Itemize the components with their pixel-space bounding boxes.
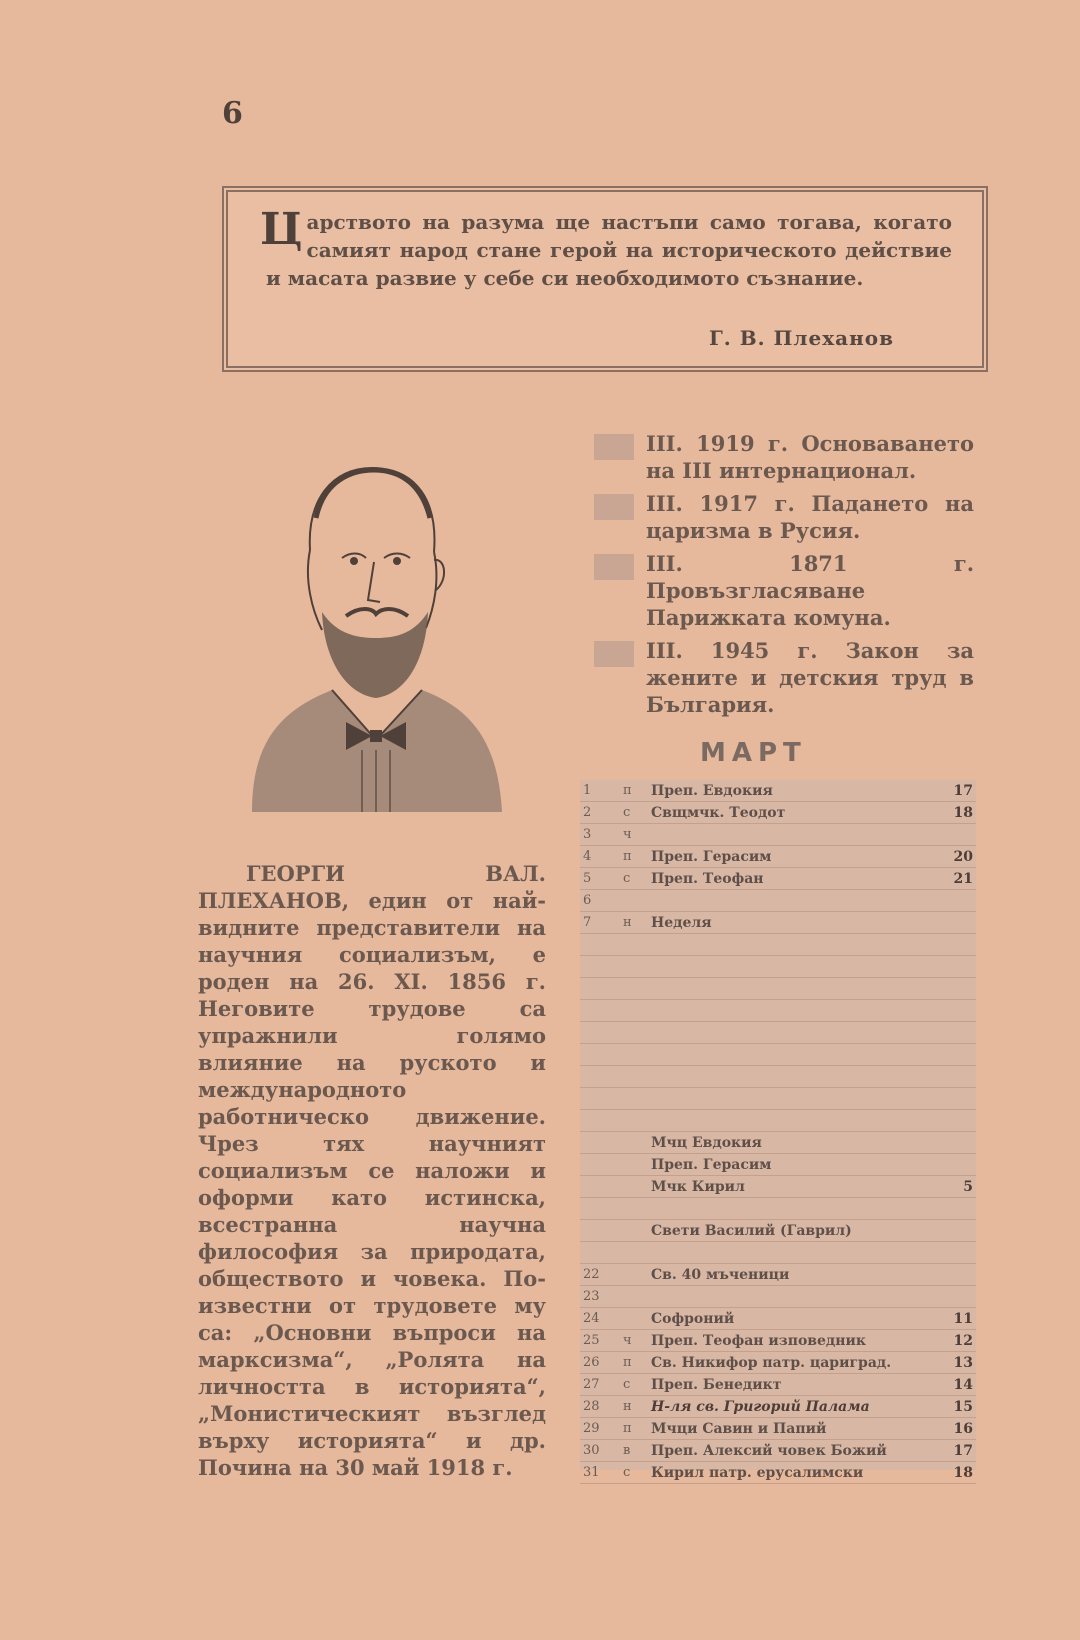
calendar-cell-day: 26 xyxy=(580,1352,620,1374)
calendar-cell-num xyxy=(944,1132,976,1154)
calendar-cell-day xyxy=(580,1066,620,1088)
calendar-cell-wd xyxy=(620,1044,648,1066)
calendar-cell-wd xyxy=(620,890,648,912)
calendar-cell-day xyxy=(580,1154,620,1176)
calendar-cell-day: 27 xyxy=(580,1374,620,1396)
calendar-cell-num: 11 xyxy=(944,1308,976,1330)
calendar-cell-name xyxy=(648,934,944,956)
calendar-cell-name: Н-ля св. Григорий Палама xyxy=(648,1396,944,1418)
calendar-cell-wd xyxy=(620,956,648,978)
calendar-cell-wd: ч xyxy=(620,824,648,846)
calendar-cell-wd xyxy=(620,1000,648,1022)
calendar-cell-name: Преп. Теофан xyxy=(648,868,944,890)
portrait-plekhanov xyxy=(212,440,512,812)
calendar-row xyxy=(580,1088,976,1110)
calendar-cell-wd xyxy=(620,1088,648,1110)
quote-author: Г. В. Плеханов xyxy=(708,326,894,350)
calendar-cell-day: 22 xyxy=(580,1264,620,1286)
calendar-cell-wd xyxy=(620,1242,648,1264)
calendar-cell-name xyxy=(648,1000,944,1022)
calendar-cell-name xyxy=(648,1044,944,1066)
calendar-cell-day: 31 xyxy=(580,1462,620,1484)
calendar-cell-wd xyxy=(620,1264,648,1286)
calendar-cell-wd xyxy=(620,1176,648,1198)
calendar-row xyxy=(580,1242,976,1264)
calendar-cell-wd: п xyxy=(620,1352,648,1374)
calendar-cell-wd: п xyxy=(620,846,648,868)
calendar-cell-wd: н xyxy=(620,912,648,934)
calendar-cell-day xyxy=(580,978,620,1000)
calendar-cell-num: 17 xyxy=(944,1440,976,1462)
calendar-row xyxy=(580,1352,976,1374)
calendar-cell-name: Мчк Кирил xyxy=(648,1176,944,1198)
calendar-cell-name: Неделя xyxy=(648,912,944,934)
calendar-cell-num xyxy=(944,1264,976,1286)
calendar-cell-num: 16 xyxy=(944,1418,976,1440)
calendar-cell-num xyxy=(944,912,976,934)
calendar-cell-num xyxy=(944,956,976,978)
calendar-cell-name xyxy=(648,978,944,1000)
calendar-row xyxy=(580,1000,976,1022)
calendar-row xyxy=(580,1462,976,1484)
calendar-row xyxy=(580,912,976,934)
calendar-cell-day xyxy=(580,1000,620,1022)
calendar-cell-day: 5 xyxy=(580,868,620,890)
calendar-row xyxy=(580,1198,976,1220)
calendar-cell-num: 5 xyxy=(944,1176,976,1198)
calendar-cell-num xyxy=(944,934,976,956)
event-text: III. 1919 г. Основаването на III интернационал. xyxy=(646,431,974,483)
calendar-cell-num: 12 xyxy=(944,1330,976,1352)
calendar-month-title: МАРТ xyxy=(700,738,807,768)
event-item xyxy=(594,490,974,544)
calendar-cell-name xyxy=(648,1198,944,1220)
quote-body: арството на разума ще настъпи само тогава, когато самият народ стане герой на историческото действие и масата развие у себе си необходимото съзнание. xyxy=(266,210,952,290)
page-number: 6 xyxy=(222,96,243,131)
calendar-cell-name xyxy=(648,1088,944,1110)
calendar-cell-num xyxy=(944,1088,976,1110)
calendar-cell-wd xyxy=(620,1110,648,1132)
calendar-cell-wd: с xyxy=(620,1374,648,1396)
calendar-cell-num xyxy=(944,978,976,1000)
calendar-cell-num: 18 xyxy=(944,1462,976,1484)
calendar-row xyxy=(580,846,976,868)
calendar-cell-num xyxy=(944,1198,976,1220)
quote-dropcap: Ц xyxy=(260,204,303,255)
calendar-row xyxy=(580,1176,976,1198)
calendar-cell-day: 29 xyxy=(580,1418,620,1440)
calendar-cell-name: Свети Василий (Гаврил) xyxy=(648,1220,944,1242)
event-item xyxy=(594,430,974,484)
calendar-row xyxy=(580,802,976,824)
calendar-cell-name: Мчц Евдокия xyxy=(648,1132,944,1154)
calendar-cell-wd xyxy=(620,1286,648,1308)
calendar-cell-day: 24 xyxy=(580,1308,620,1330)
calendar-cell-name: Св. 40 мъченици xyxy=(648,1264,944,1286)
calendar-cell-name: Преп. Теофан изповедник xyxy=(648,1330,944,1352)
calendar-row xyxy=(580,890,976,912)
calendar-row xyxy=(580,1220,976,1242)
calendar-row xyxy=(580,934,976,956)
calendar-cell-name xyxy=(648,890,944,912)
calendar-row xyxy=(580,1264,976,1286)
calendar-cell-wd xyxy=(620,1022,648,1044)
calendar-cell-day xyxy=(580,956,620,978)
calendar-cell-num xyxy=(944,1220,976,1242)
calendar-row xyxy=(580,1044,976,1066)
calendar-row xyxy=(580,1418,976,1440)
calendar-cell-wd xyxy=(620,1220,648,1242)
calendar-cell-wd xyxy=(620,978,648,1000)
calendar-cell-day xyxy=(580,1198,620,1220)
calendar-cell-name: Преп. Герасим xyxy=(648,846,944,868)
calendar-cell-wd: с xyxy=(620,802,648,824)
calendar-cell-day xyxy=(580,1176,620,1198)
calendar-row xyxy=(580,1374,976,1396)
event-date-mark xyxy=(594,494,634,520)
calendar-cell-wd xyxy=(620,1132,648,1154)
calendar-cell-day: 25 xyxy=(580,1330,620,1352)
calendar-cell-name: Свщмчк. Теодот xyxy=(648,802,944,824)
calendar-cell-name xyxy=(648,1066,944,1088)
calendar-cell-name: Кирил патр. ерусалимски xyxy=(648,1462,944,1484)
calendar-cell-num xyxy=(944,1000,976,1022)
calendar-cell-wd: п xyxy=(620,780,648,802)
calendar-cell-num: 21 xyxy=(944,868,976,890)
calendar-cell-day xyxy=(580,1088,620,1110)
calendar-cell-num xyxy=(944,1044,976,1066)
calendar-cell-num: 20 xyxy=(944,846,976,868)
calendar-cell-day xyxy=(580,1220,620,1242)
calendar-row xyxy=(580,978,976,1000)
calendar-cell-name xyxy=(648,1022,944,1044)
calendar-cell-num: 18 xyxy=(944,802,976,824)
calendar-cell-name xyxy=(648,1242,944,1264)
calendar-cell-day xyxy=(580,1242,620,1264)
calendar-cell-num: 14 xyxy=(944,1374,976,1396)
calendar-cell-num xyxy=(944,1066,976,1088)
event-text: III. 1871 г. Провъзгласяване Парижката комуна. xyxy=(646,551,974,630)
calendar-cell-name: Преп. Бенедикт xyxy=(648,1374,944,1396)
calendar-cell-day: 30 xyxy=(580,1440,620,1462)
calendar-row xyxy=(580,868,976,890)
calendar-cell-day: 28 xyxy=(580,1396,620,1418)
biography-text: ГЕОРГИ ВАЛ. ПЛЕХАНОВ, един от най-видните представители на научния социализъм, е роден на 26. XI. 1856 г. Неговите трудове са упражнили голямо влияние на руското и международното работническо движение. Чрез тях научният социализъм се наложи и оформи като истинска, всестранна научна философия за природата, обществото и човека. По-известни от трудовете му са: „Основни въпроси на марксизма“, „Ролята на личността в историята“, „Монистическият възглед върху историята“ и др. Почина на 30 май 1918 г. xyxy=(198,861,546,1480)
calendar-row xyxy=(580,824,976,846)
event-date-mark xyxy=(594,554,634,580)
calendar-cell-name xyxy=(648,1286,944,1308)
calendar-cell-wd xyxy=(620,934,648,956)
calendar-cell-wd: н xyxy=(620,1396,648,1418)
calendar-cell-wd: с xyxy=(620,868,648,890)
calendar-cell-num xyxy=(944,1242,976,1264)
event-item xyxy=(594,637,974,718)
calendar-cell-wd xyxy=(620,1198,648,1220)
calendar-cell-day: 1 xyxy=(580,780,620,802)
calendar-cell-num xyxy=(944,1110,976,1132)
quote-text xyxy=(260,204,952,292)
calendar-cell-day: 7 xyxy=(580,912,620,934)
calendar-cell-day xyxy=(580,1022,620,1044)
event-text: III. 1917 г. Падането на царизма в Русия. xyxy=(646,491,974,543)
event-date-mark xyxy=(594,434,634,460)
calendar-cell-name xyxy=(648,956,944,978)
calendar-cell-day: 3 xyxy=(580,824,620,846)
calendar-cell-day xyxy=(580,1044,620,1066)
calendar-cell-num xyxy=(944,890,976,912)
calendar-cell-num: 13 xyxy=(944,1352,976,1374)
calendar-row xyxy=(580,1132,976,1154)
calendar-cell-wd: п xyxy=(620,1418,648,1440)
calendar-cell-day xyxy=(580,1110,620,1132)
calendar-row xyxy=(580,956,976,978)
event-item xyxy=(594,550,974,631)
events-list xyxy=(594,430,974,724)
calendar-cell-num xyxy=(944,1286,976,1308)
event-text: III. 1945 г. Закон за жените и детския труд в България. xyxy=(646,638,974,717)
calendar-row xyxy=(580,1440,976,1462)
calendar-row xyxy=(580,1022,976,1044)
calendar-cell-day xyxy=(580,1132,620,1154)
calendar-cell-day: 6 xyxy=(580,890,620,912)
calendar-row xyxy=(580,1286,976,1308)
calendar-cell-day: 23 xyxy=(580,1286,620,1308)
calendar-cell-wd: ч xyxy=(620,1330,648,1352)
calendar-cell-name: Преп. Герасим xyxy=(648,1154,944,1176)
calendar-cell-name: Св. Никифор патр. цариград. xyxy=(648,1352,944,1374)
calendar-cell-day: 4 xyxy=(580,846,620,868)
quote-box xyxy=(222,186,988,372)
calendar-cell-name: Софроний xyxy=(648,1308,944,1330)
calendar-table xyxy=(580,780,976,1481)
calendar-row xyxy=(580,1110,976,1132)
calendar-cell-num xyxy=(944,1154,976,1176)
calendar-cell-day: 2 xyxy=(580,802,620,824)
calendar-cell-wd: с xyxy=(620,1462,648,1484)
calendar-cell-wd: в xyxy=(620,1440,648,1462)
calendar-row xyxy=(580,1330,976,1352)
calendar-cell-wd xyxy=(620,1308,648,1330)
calendar-cell-name: Мчци Савин и Папий xyxy=(648,1418,944,1440)
calendar-cell-name: Преп. Алексий човек Божий xyxy=(648,1440,944,1462)
calendar-row xyxy=(580,1154,976,1176)
calendar-row xyxy=(580,1308,976,1330)
calendar-cell-wd xyxy=(620,1066,648,1088)
calendar-cell-wd xyxy=(620,1154,648,1176)
calendar-cell-num: 15 xyxy=(944,1396,976,1418)
event-date-mark xyxy=(594,641,634,667)
calendar-cell-num xyxy=(944,1022,976,1044)
calendar-cell-day xyxy=(580,934,620,956)
calendar-row xyxy=(580,780,976,802)
calendar-cell-num xyxy=(944,824,976,846)
calendar-cell-name xyxy=(648,824,944,846)
calendar-row xyxy=(580,1066,976,1088)
calendar-cell-name: Преп. Евдокия xyxy=(648,780,944,802)
calendar-cell-name xyxy=(648,1110,944,1132)
calendar-row xyxy=(580,1396,976,1418)
calendar-cell-num: 17 xyxy=(944,780,976,802)
